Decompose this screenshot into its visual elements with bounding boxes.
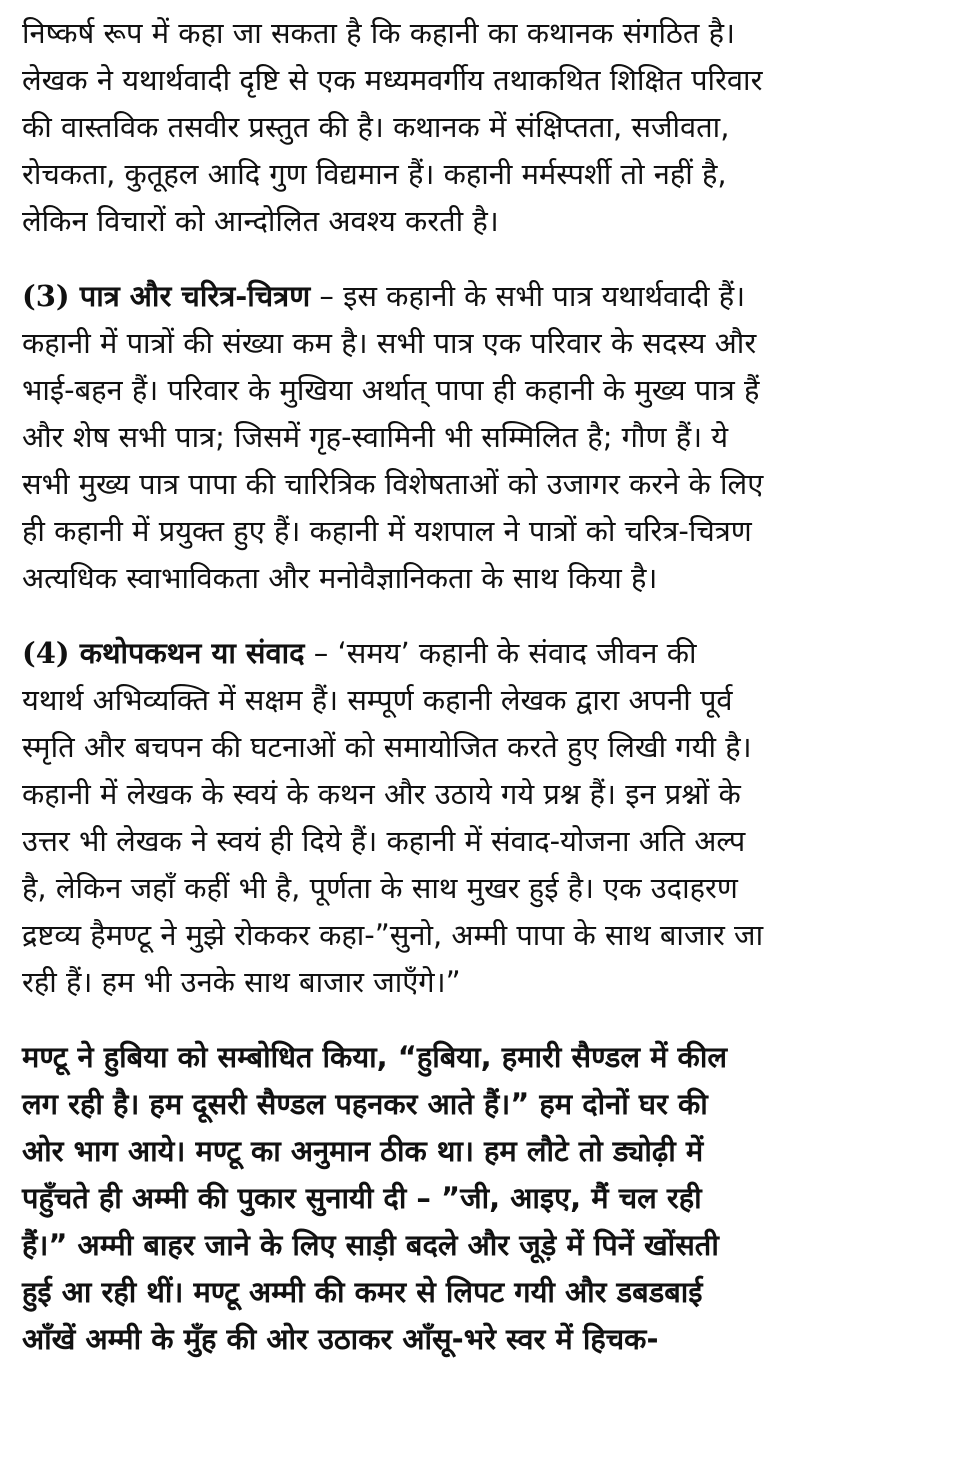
text-line: स्मृति और बचपन की घटनाओं को समायोजित करते हुए लिखी गयी है। [22, 730, 752, 764]
paragraph-characters [22, 273, 952, 602]
text-line: अत्यधिक स्वाभाविकता और मनोवैज्ञानिकता के साथ किया है। [22, 561, 658, 595]
text-line: की वास्तविक तसवीर प्रस्तुत की है। कथानक में संक्षिप्तता, सजीवता, [22, 110, 730, 144]
text-line: है, लेकिन जहाँ कहीं भी है, पूर्णता के साथ मुखर हुई है। एक उदाहरण [22, 871, 738, 905]
text-line: आँखें अम्मी के मुँह की ओर उठाकर आँसू-भरे स्वर में हिचक- [22, 1322, 659, 1356]
text-line: लग रही है। हम दूसरी सैण्डल पहनकर आते हैं।” हम दोनों घर की [22, 1087, 708, 1121]
text-line: यथार्थ अभिव्यक्ति में सक्षम हैं। सम्पूर्ण कहानी लेखक द्वारा अपनी पूर्व [22, 683, 733, 717]
text-line: लेखक ने यथार्थवादी दृष्टि से एक मध्यमवर्गीय तथाकथित शिक्षित परिवार [22, 63, 763, 97]
text-line: भाई-बहन हैं। परिवार के मुखिया अर्थात् पापा ही कहानी के मुख्य पात्र हैं [22, 373, 760, 407]
text-line: हैं।” अम्मी बाहर जाने के लिए साड़ी बदले और जूड़े में पिनें खोंसती [22, 1228, 719, 1262]
heading-continuation: – ‘समय’ कहानी के संवाद जीवन की [304, 636, 697, 670]
text-line: और शेष सभी पात्र; जिसमें गृह-स्वामिनी भी सम्मिलित है; गौण हैं। ये [22, 420, 729, 454]
heading-continuation: – इस कहानी के सभी पात्र यथार्थवादी हैं। [310, 279, 746, 313]
text-line: उत्तर भी लेखक ने स्वयं ही दिये हैं। कहानी में संवाद-योजना अति अल्प [22, 824, 746, 858]
text-line [22, 630, 952, 677]
text-line: रोचकता, कुतूहल आदि गुण विद्यमान हैं। कहानी मर्मस्पर्शी तो नहीं है, [22, 157, 727, 191]
text-line [22, 273, 952, 320]
text-line: सभी मुख्य पात्र पापा की चारित्रिक विशेषताओं को उजागर करने के लिए [22, 467, 764, 501]
paragraph-plot-conclusion [22, 10, 952, 245]
text-line: लेकिन विचारों को आन्दोलित अवश्य करती है। [22, 204, 499, 238]
text-line: कहानी में पात्रों की संख्या कम है। सभी पात्र एक परिवार के सदस्य और [22, 326, 757, 360]
text-line: मण्टू ने हुबिया को सम्बोधित किया, “हुबिया, हमारी सैण्डल में कील [22, 1040, 728, 1074]
text-line: हुई आ रही थीं। मण्टू अम्मी की कमर से लिपट गयी और डबडबाई [22, 1275, 703, 1309]
text-line: द्रष्टव्य हैमण्टू ने मुझे रोककर कहा-”सुनो, अम्मी पापा के साथ बाजार जा [22, 918, 764, 952]
text-line: कहानी में लेखक के स्वयं के कथन और उठाये गये प्रश्न हैं। इन प्रश्नों के [22, 777, 741, 811]
section-heading-dialogue: (4) कथोपकथन या संवाद [22, 636, 305, 670]
text-line: ओर भाग आये। मण्टू का अनुमान ठीक था। हम लौटे तो ड्योढ़ी में [22, 1134, 704, 1168]
paragraph-story-excerpt [22, 1034, 952, 1363]
text-line: रही हैं। हम भी उनके साथ बाजार जाएँगे।” [22, 965, 461, 999]
text-line: ही कहानी में प्रयुक्त हुए हैं। कहानी में यशपाल ने पात्रों को चरित्र-चित्रण [22, 514, 752, 548]
text-line: निष्कर्ष रूप में कहा जा सकता है कि कहानी का कथानक संगठित है। [22, 16, 736, 50]
document-page [22, 10, 952, 1391]
section-heading-characters: (3) पात्र और चरित्र-चित्रण [22, 279, 311, 313]
text-line: पहुँचते ही अम्मी की पुकार सुनायी दी – ”जी, आइए, मैं चल रही [22, 1181, 702, 1215]
paragraph-dialogue [22, 630, 952, 1006]
